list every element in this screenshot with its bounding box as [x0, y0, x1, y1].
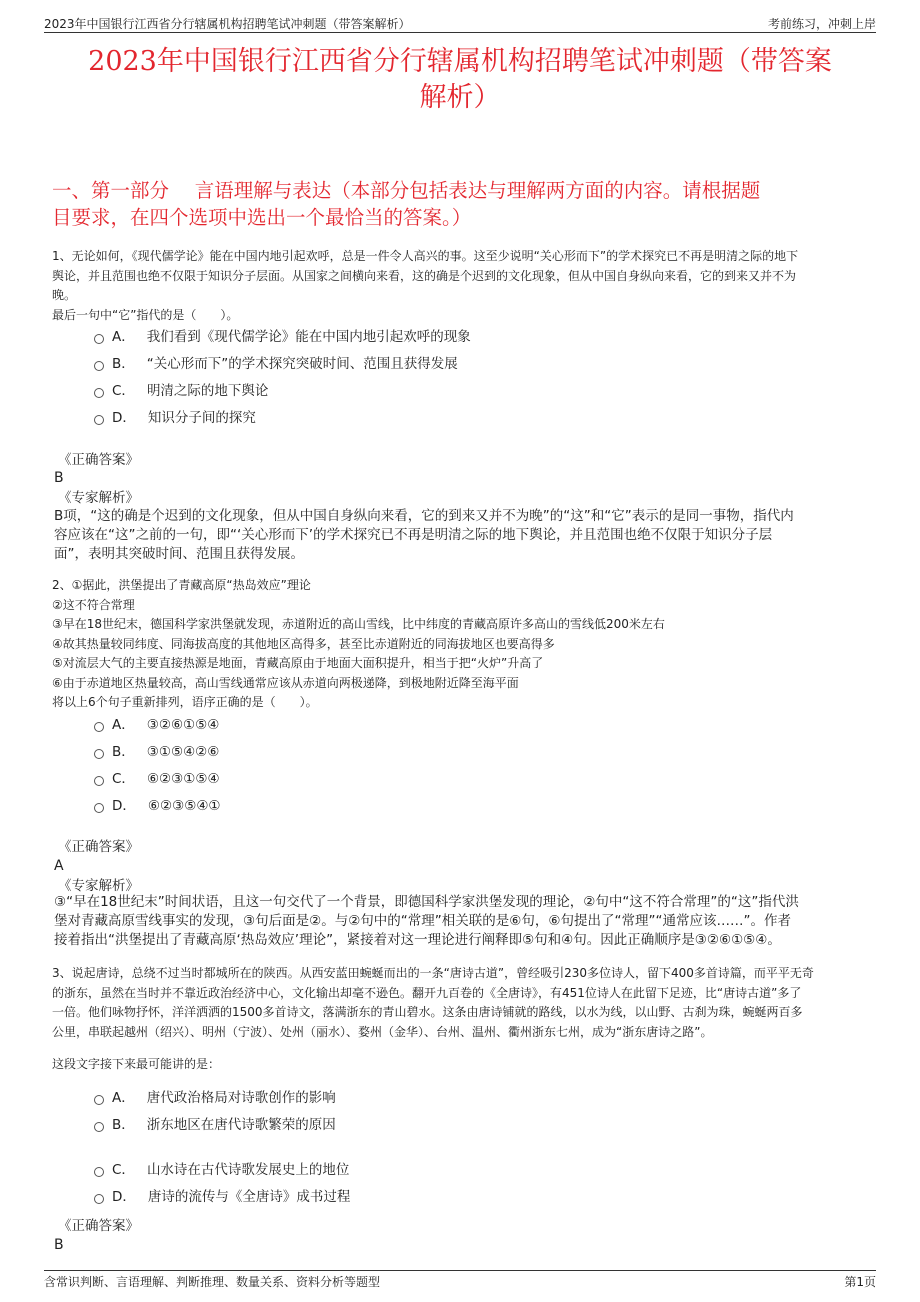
q3-stem-line: 3、说起唐诗，总绕不过当时都城所在的陕西。从西安蓝田蜿蜒而出的一条“唐诗古道”，曾经吸引230多位诗人，留下400多首诗篇，而平平无奇: [52, 966, 814, 980]
q3-stem-line: 一倍。他们咏物抒怀，洋洋洒洒的1500多首诗文，落满浙东的青山碧水。这条由唐诗铺就的路线，以水为线，以山野、古刹为珠，蜿蜒两百多: [52, 1005, 803, 1019]
option-letter: A．: [112, 717, 135, 733]
q2-analysis: [54, 893, 862, 950]
radio-icon[interactable]: [94, 1194, 104, 1204]
radio-icon[interactable]: [94, 388, 104, 398]
radio-icon[interactable]: [94, 361, 104, 371]
q1-analysis-line: B项，“这的确是个迟到的文化现象，但从中国自身纵向来看，它的到来又并不为晚”的“这”和“它”表示的是同一事物，指代内: [54, 508, 794, 524]
option-letter: A．: [112, 1090, 135, 1106]
radio-icon[interactable]: [94, 1095, 104, 1105]
option-letter: C．: [112, 383, 135, 399]
q2-stem-line: ⑤对流层大气的主要直接热源是地面，青藏高原由于地面大面积提升，相当于把“火炉”升高了: [52, 656, 544, 670]
q1-answer: B: [54, 470, 64, 486]
q3-option-c[interactable]: [94, 1161, 349, 1179]
title-line-1: 2023年中国银行江西省分行辖属机构招聘笔试冲刺题（带答案: [88, 46, 832, 77]
q2-option-c[interactable]: [94, 770, 220, 788]
page-number: 第1页: [844, 1275, 876, 1289]
q2-option-a[interactable]: [94, 716, 219, 734]
page-header: [44, 12, 876, 33]
document-title: [44, 44, 876, 116]
q3-option-d[interactable]: [94, 1188, 350, 1206]
option-text: 山水诗在古代诗歌发展史上的地位: [146, 1162, 350, 1178]
q2-answer: A: [54, 858, 64, 874]
section-heading-line-1: 一、第一部分 言语理解与表达（本部分包括表达与理解两方面的内容。请根据题: [52, 179, 761, 202]
option-letter: A．: [112, 329, 135, 345]
radio-icon[interactable]: [94, 749, 104, 759]
q1-stem-line: 最后一句中“它”指代的是（ ）。: [52, 307, 239, 322]
q3-option-b[interactable]: [94, 1116, 336, 1134]
option-text: 知识分子间的探究: [147, 410, 256, 426]
option-letter: B．: [112, 1117, 135, 1133]
option-text: 浙东地区在唐代诗歌繁荣的原因: [146, 1117, 336, 1133]
q2-analysis-label: 《专家解析》: [58, 878, 139, 894]
q2-stem-line: ⑥由于赤道地区热量较高，高山雪线通常应该从赤道向两极递降，到极地附近降至海平面: [52, 675, 519, 690]
q1-stem: [52, 247, 864, 325]
q3-option-a[interactable]: [94, 1089, 336, 1107]
option-text: ⑥②③①⑤④: [146, 771, 220, 787]
q1-analysis: [54, 507, 862, 564]
section-heading: [52, 177, 868, 231]
title-line-2: 解析）: [419, 82, 501, 113]
page-footer: [44, 1270, 876, 1293]
q1-option-d[interactable]: [94, 409, 256, 427]
radio-icon[interactable]: [94, 1167, 104, 1177]
q3-answer: B: [54, 1237, 64, 1253]
radio-icon[interactable]: [94, 803, 104, 813]
q2-analysis-line: 接着指出“洪堡提出了青藏高原‘热岛效应’理论”，紧接着对这一理论进行阐释即⑤句和④句。因此正确顺序是③②⑥①⑤④。: [54, 932, 781, 948]
q2-stem-line: 2、①据此，洪堡提出了青藏高原“热岛效应”理论: [52, 578, 311, 592]
option-text: “关心形而下”的学术探究突破时间、范围且获得发展: [146, 356, 458, 372]
q2-analysis-line: ③“早在18世纪末”时间状语，且这一句交代了一个背景，即德国科学家洪堡发现的理论，②句中“这不符合常理”的“这”指代洪: [54, 894, 799, 910]
radio-icon[interactable]: [94, 334, 104, 344]
option-letter: D．: [112, 1189, 136, 1205]
option-letter: C．: [112, 771, 135, 787]
q1-stem-line: 1、无论如何，《现代儒学论》能在中国内地引起欢呼，总是一件令人高兴的事。这至少说明“关心形而下”的学术探究已不再是明清之际的地下: [52, 249, 799, 263]
option-letter: C．: [112, 1162, 135, 1178]
q1-answer-label: 《正确答案》: [58, 452, 139, 468]
q3-stem-line: 公里，串联起越州（绍兴）、明州（宁波）、处州（丽水）、婺州（金华）、台州、温州、衢州浙东七州，成为“浙东唐诗之路”。: [52, 1024, 713, 1039]
q2-option-d[interactable]: [94, 797, 221, 815]
option-letter: B．: [112, 356, 135, 372]
q1-stem-line: 晚。: [52, 288, 77, 302]
option-letter: D．: [112, 410, 136, 426]
option-text: ③②⑥①⑤④: [146, 717, 220, 733]
option-text: 唐代政治格局对诗歌创作的影响: [146, 1090, 336, 1106]
q1-option-b[interactable]: [94, 355, 458, 373]
q2-stem-line: ④故其热量较同纬度、同海拔高度的其他地区高得多，甚至比赤道附近的同海拔地区也要高得多: [52, 636, 555, 651]
q2-stem-line: 将以上6个句子重新排列，语序正确的是（ ）。: [52, 695, 318, 709]
q3-stem: [52, 964, 864, 1042]
header-doc-title: 2023年中国银行江西省分行辖属机构招聘笔试冲刺题（带答案解析）: [44, 17, 411, 31]
q1-analysis-line: 面”，表明其突破时间、范围且获得发展。: [54, 546, 304, 562]
option-letter: B．: [112, 744, 135, 760]
q3-stem-line: 的浙东，虽然在当时并不靠近政治经济中心，文化输出却毫不逊色。翻开九百卷的《全唐诗》，有451位诗人在此留下足迹，比“唐诗古道”多了: [52, 985, 802, 1000]
option-text: 明清之际的地下舆论: [146, 383, 269, 399]
option-text: ③①⑤④②⑥: [146, 744, 220, 760]
option-text: 唐诗的流传与《全唐诗》成书过程: [147, 1189, 351, 1205]
q3-answer-label: 《正确答案》: [58, 1218, 139, 1234]
q1-option-c[interactable]: [94, 382, 268, 400]
q1-analysis-line: 容应该在“这”之前的一句，即“‘关心形而下’的学术探究已不再是明清之际的地下舆论，并且范围也绝不仅限于知识分子层: [54, 527, 773, 543]
q1-option-a[interactable]: [94, 328, 471, 346]
radio-icon[interactable]: [94, 776, 104, 786]
footer-note: 含常识判断、言语理解、判断推理、数量关系、资料分析等题型: [44, 1275, 381, 1289]
q2-option-b[interactable]: [94, 743, 219, 761]
q2-stem: [52, 576, 864, 713]
option-text: ⑥②③⑤④①: [147, 798, 221, 814]
q3-question: 这段文字接下来最可能讲的是：: [52, 1057, 221, 1071]
section-heading-line-2: 目要求，在四个选项中选出一个最恰当的答案。）: [52, 206, 472, 229]
radio-icon[interactable]: [94, 415, 104, 425]
option-letter: D．: [112, 798, 136, 814]
q1-analysis-label: 《专家解析》: [58, 490, 139, 506]
header-slogan: 考前练习，冲刺上岸: [767, 17, 876, 31]
option-text: 我们看到《现代儒学论》能在中国内地引起欢呼的现象: [146, 329, 471, 345]
q1-stem-line: 舆论，并且范围也绝不仅限于知识分子层面。从国家之间横向来看，这的确是个迟到的文化现象，但从中国自身纵向来看，它的到来又并不为: [52, 268, 797, 283]
q2-analysis-line: 堡对青藏高原雪线事实的发现，③句后面是②。与②句中的“常理”相关联的是⑥句，⑥句提出了“常理”“通常应该……”。作者: [54, 913, 791, 929]
q2-answer-label: 《正确答案》: [58, 839, 139, 855]
q2-stem-line: ③早在18世纪末，德国科学家洪堡就发现，赤道附近的高山雪线，比中纬度的青藏高原许多高山的雪线低200米左右: [52, 617, 665, 631]
q2-stem-line: ②这不符合常理: [52, 597, 135, 612]
radio-icon[interactable]: [94, 1122, 104, 1132]
radio-icon[interactable]: [94, 722, 104, 732]
